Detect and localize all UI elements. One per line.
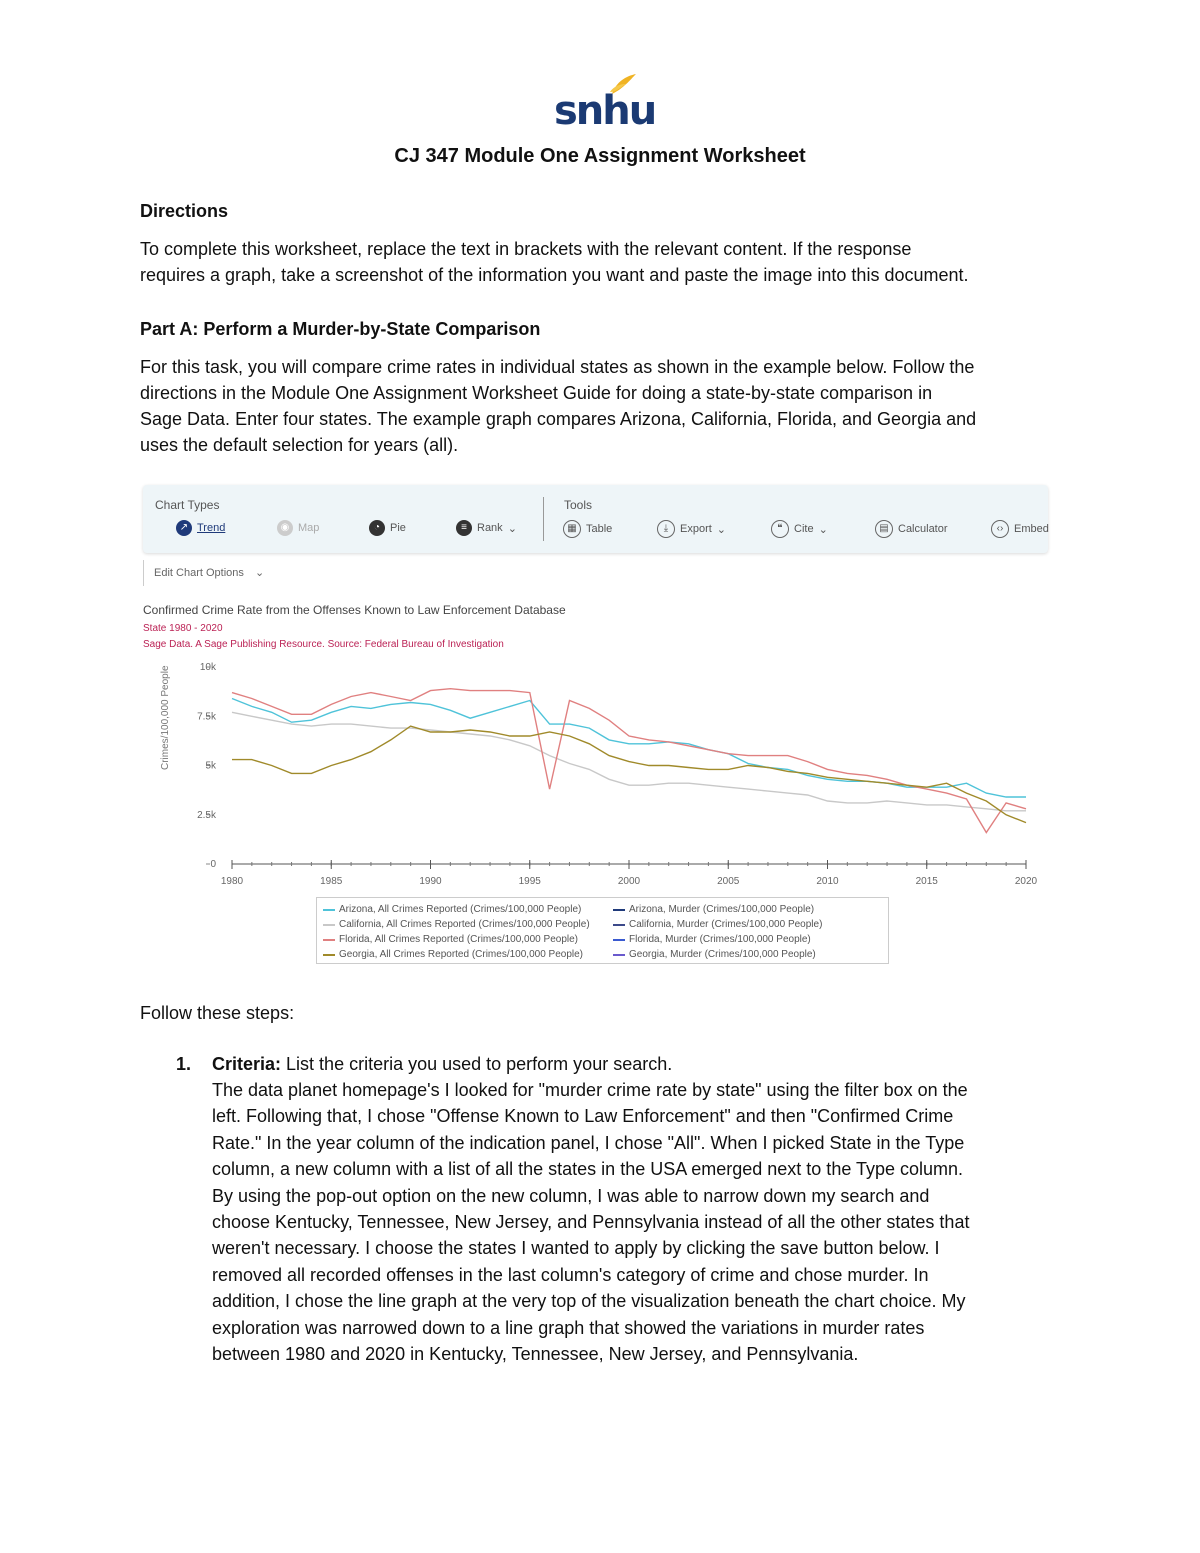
x-tick-label: 2015	[915, 876, 938, 887]
trend-icon: ↗	[176, 520, 192, 536]
part-a-line-1: For this task, you will compare crime rates in individual states as shown in the example below. Follow the	[140, 357, 975, 377]
trend-button[interactable]	[176, 520, 225, 536]
x-tick-label: 1990	[419, 876, 442, 887]
map-label: Map	[298, 522, 320, 534]
y-tick-label: 0	[210, 859, 216, 870]
chart-types-label: Chart Types	[155, 498, 220, 512]
toolbar-divider	[543, 497, 544, 541]
step-1-label: Criteria:	[212, 1054, 282, 1074]
pie-button[interactable]	[369, 520, 406, 536]
step-1-response-line: addition, I chose the line graph at the very top of the visualization beneath the chart choice. My	[212, 1291, 966, 1312]
y-tick-label: 10k	[199, 662, 216, 673]
chart-source: Sage Data. A Sage Publishing Resource. Source: Federal Bureau of Investigation	[143, 639, 504, 650]
part-a-line-2: directions in the Module One Assignment Worksheet Guide for doing a state-by-state comparison in	[140, 383, 933, 403]
series-line	[232, 726, 1026, 823]
legend-label: Arizona, Murder (Crimes/100,000 People)	[629, 904, 815, 915]
edit-chart-options-label: Edit Chart Options	[154, 567, 244, 579]
legend-item[interactable]	[613, 919, 822, 930]
series-line	[232, 699, 1026, 798]
part-a-line-4: uses the default selection for years (all).	[140, 435, 459, 455]
table-icon: ▦	[563, 520, 581, 538]
step-1-response-line: By using the pop-out option on the new column, I was able to narrow down my search and	[212, 1185, 930, 1206]
tools-label: Tools	[564, 498, 593, 512]
legend-swatch	[613, 954, 625, 956]
chevron-down-icon: ⌄	[507, 522, 517, 535]
part-a-heading: Part A: Perform a Murder-by-State Comparison	[140, 319, 541, 339]
directions-line-1: To complete this worksheet, replace the text in brackets with the relevant content. If the response	[140, 239, 912, 259]
map-icon: ◉	[277, 520, 293, 536]
legend-label: Arizona, All Crimes Reported (Crimes/100,000 People)	[339, 904, 582, 915]
calculator-button[interactable]	[875, 520, 948, 538]
chart-title: Confirmed Crime Rate from the Offenses Known to Law Enforcement Database	[143, 603, 566, 617]
legend-item[interactable]	[323, 949, 583, 960]
step-1-response-line: choose Kentucky, Tennessee, New Jersey, and Pennsylvania instead of all the other states that	[212, 1212, 970, 1232]
legend-swatch	[323, 954, 335, 956]
step-1-response-line: removed all recorded offenses in the last column's category of crime and chose murder. In	[212, 1264, 929, 1285]
chevron-down-icon: ⌄	[716, 523, 727, 536]
step-1-response-line: Rate." In the year column of the indication panel, I chose "All". When I picked State in the Type	[212, 1132, 965, 1153]
step-1-response-line: between 1980 and 2020 in Kentucky, Tennessee, New Jersey, and Pennsylvania.	[212, 1344, 859, 1364]
legend-label: Florida, All Crimes Reported (Crimes/100,000 People)	[339, 934, 578, 945]
rank-button[interactable]	[456, 520, 517, 536]
embed-button[interactable]	[991, 520, 1049, 538]
step-1-response-line: exploration was narrowed down to a line graph that showed the variations in murder rates	[212, 1317, 925, 1338]
part-a-line-3: Sage Data. Enter four states. The example graph compares Arizona, California, Florida, and Georgia and	[140, 409, 977, 429]
legend-label: Georgia, Murder (Crimes/100,000 People)	[629, 949, 816, 960]
edit-chart-options[interactable]	[143, 560, 323, 586]
logo-text: snhu	[554, 88, 656, 134]
legend-swatch	[323, 909, 335, 911]
pie-icon: ◔	[369, 520, 385, 536]
map-button[interactable]	[277, 520, 319, 536]
legend-label: Georgia, All Crimes Reported (Crimes/100,000 People)	[339, 949, 583, 960]
x-tick-label: 2020	[1014, 876, 1038, 887]
snhu-logo	[554, 72, 656, 134]
chevron-down-icon: ⌄	[254, 567, 265, 579]
cite-label: Cite	[794, 523, 814, 535]
calculator-icon: ▤	[875, 520, 893, 538]
legend-item[interactable]	[613, 934, 811, 945]
export-button[interactable]	[657, 520, 726, 538]
legend-item[interactable]	[323, 919, 590, 930]
legend-label: California, Murder (Crimes/100,000 People)	[629, 919, 823, 930]
step-1-response-line: weren't necessary. I choose the states I wanted to apply by clicking the save button below. I	[212, 1238, 940, 1259]
legend-label: California, All Crimes Reported (Crimes/100,000 People)	[339, 919, 590, 930]
legend-item[interactable]	[613, 949, 816, 960]
table-label: Table	[586, 523, 613, 535]
cite-button[interactable]	[771, 520, 828, 538]
x-tick-label: 1985	[320, 876, 343, 887]
step-1-number: 1.	[176, 1054, 192, 1074]
x-tick-label: 2005	[717, 876, 740, 887]
embed-label: Embed	[1014, 523, 1049, 535]
pie-label: Pie	[390, 522, 406, 534]
x-tick-label: 2000	[617, 876, 641, 887]
export-label: Export	[680, 523, 712, 535]
table-button[interactable]	[563, 520, 612, 538]
y-axis-label: Crimes/100,000 People	[160, 665, 171, 770]
step-1-response-line: column, a new column with a list of all the states in the USA emerged next to the Type column.	[212, 1159, 964, 1180]
page-title: CJ 347 Module One Assignment Worksheet	[394, 145, 806, 167]
calculator-label: Calculator	[898, 523, 948, 535]
legend-swatch	[323, 939, 335, 941]
legend-swatch	[323, 924, 335, 926]
series-line	[232, 689, 1026, 833]
legend-swatch	[613, 909, 625, 911]
series-line	[232, 712, 1026, 811]
legend-swatch	[613, 939, 625, 941]
chart-toolbar	[143, 485, 1048, 553]
legend-item[interactable]	[323, 934, 578, 945]
export-icon: ⤓	[657, 520, 675, 538]
legend-item[interactable]	[323, 904, 581, 915]
directions-line-2: requires a graph, take a screenshot of the information you want and paste the image into this document.	[140, 265, 969, 285]
step-1-response-line: The data planet homepage's I looked for "murder crime rate by state" using the filter box on the	[212, 1080, 968, 1100]
chart-legend	[316, 897, 889, 964]
rank-icon: ≡	[456, 520, 472, 536]
step-1-heading	[212, 1051, 1072, 1078]
step-1-prompt: List the criteria you used to perform your search.	[286, 1054, 673, 1074]
legend-item[interactable]	[613, 904, 814, 915]
embed-icon: ‹›	[991, 520, 1009, 538]
x-tick-label: 2010	[816, 876, 839, 887]
trend-label: Trend	[197, 522, 226, 534]
cite-icon: ❝	[771, 520, 789, 538]
steps-intro: Follow these steps:	[140, 1003, 295, 1023]
chart-subtitle: State 1980 - 2020	[143, 623, 223, 634]
chevron-down-icon: ⌄	[818, 523, 828, 536]
x-tick-label: 1995	[518, 876, 541, 887]
legend-swatch	[613, 924, 625, 926]
y-tick-label: 5k	[205, 760, 216, 772]
directions-heading: Directions	[140, 201, 229, 221]
step-1-response-line: left. Following that, I chose "Offense Known to Law Enforcement" and then "Confirmed Crime	[212, 1106, 954, 1127]
legend-label: Florida, Murder (Crimes/100,000 People)	[629, 934, 811, 945]
x-tick-label: 1980	[220, 876, 244, 887]
y-tick-label: 7.5k	[197, 711, 216, 723]
rank-label: Rank	[477, 522, 503, 534]
y-tick-label: 2.5k	[197, 809, 216, 821]
